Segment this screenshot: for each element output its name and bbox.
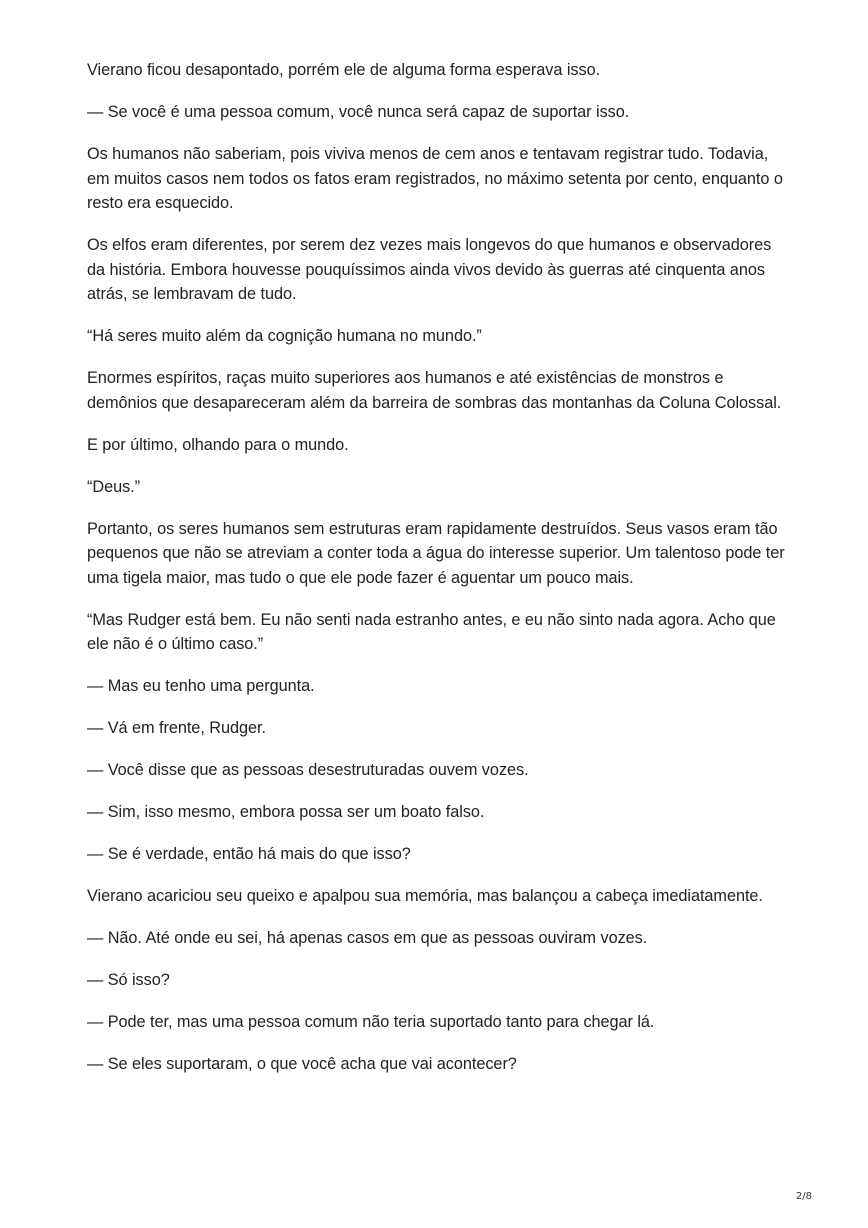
paragraph: Vierano ficou desapontado, porrém ele de alguma forma esperava isso. [87,61,601,79]
paragraph: “Há seres muito além da cognição humana no mundo.” [87,327,482,345]
paragraph: — Não. Até onde eu sei, há apenas casos em que as pessoas ouviram vozes. [87,929,648,947]
paragraph: — Mas eu tenho uma pergunta. [87,677,315,695]
paragraph: — Pode ter, mas uma pessoa comum não teria suportado tanto para chegar lá. [87,1013,655,1031]
paragraph: Os elfos eram diferentes, por serem dez vezes mais longevos do que humanos e observadores da história. Embora houvesse pouquíssimos ainda vivos devido às guerras até cinquenta anos atrás, se lembravam de tudo. [87,236,772,303]
paragraph: Enormes espíritos, raças muito superiores aos humanos e até existências de monstros e demônios que desapareceram além da barreira de sombras das montanhas da Coluna Colossal. [87,369,782,412]
paragraph: — Se eles suportaram, o que você acha que vai acontecer? [87,1055,517,1073]
paragraph: — Se você é uma pessoa comum, você nunca será capaz de suportar isso. [87,103,630,121]
paragraph: — Se é verdade, então há mais do que isso? [87,845,411,863]
paragraph: E por último, olhando para o mundo. [87,435,349,454]
paragraph: — Vá em frente, Rudger. [87,719,266,737]
paragraph: “Mas Rudger está bem. Eu não senti nada estranho antes, e eu não sinto nada agora. Acho que ele não é o último caso.” [87,610,776,653]
paragraph: — Só isso? [87,971,170,989]
paragraph: “Deus.” [87,477,141,496]
paragraph: Os humanos não saberiam, pois viviva menos de cem anos e tentavam registrar tudo. Todavia, em muitos casos nem todos os fatos eram registrados, no máximo setenta por cento, enquanto o resto era esquecido. [87,145,783,212]
paragraph: Portanto, os seres humanos sem estruturas eram rapidamente destruídos. Seus vasos eram tão pequenos que não se atreviam a conter toda a água do interesse superior. Um talentoso pode ter uma tigela maior, mas tudo o que ele pode fazer é aguentar um pouco mais. [87,519,785,587]
paragraph: Vierano acariciou seu queixo e apalpou sua memória, mas balançou a cabeça imediatamente. [87,887,763,905]
document-body [87,58,787,1094]
paragraph: — Sim, isso mesmo, embora possa ser um boato falso. [87,803,485,821]
paragraph: — Você disse que as pessoas desestruturadas ouvem vozes. [87,761,529,779]
page-number: 2/8 [795,1191,812,1202]
